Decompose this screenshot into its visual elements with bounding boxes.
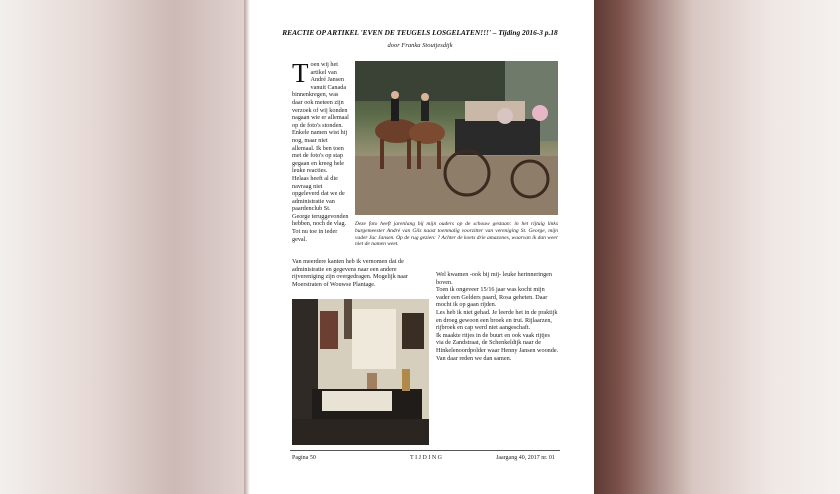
drop-cap: T (292, 58, 309, 88)
column-left (292, 58, 350, 243)
photo-caption: Deze foto heeft jarenlang bij mijn ouders op de schouw gestaan: in het rijtuig links burgemeester André van Gils naast toenmalig voorzitter van vereniging St. George, mijn vader Jac Jansen. Op de rug gezien: ? Achter de koets drie amazones, waarvan ik dan weer niet de namen weet. (355, 221, 558, 248)
paragraph: Helaas heeft al die navraag niet opgeleverd dat we de administratie van paardenclub St. George teruggevonden hebben, noch de vlag. Tot nu toe in ieder geval. (292, 174, 349, 243)
magazine-name: TIJDING (410, 455, 444, 461)
paragraph: Wel kwamen -ook bij mij- leuke herinneringen boven. (436, 271, 552, 286)
paragraph: Van meerdere kanten heb ik vernomen dat de administratie en gegevens naar een andere rijvereniging zijn overgedragen. Mogelijk naar Moerstraten of Wouwse Plantage. (292, 258, 408, 288)
paragraph: Les heb ik niet gehad. Je leerde het in de praktijk en droeg gewoon een broek en trui. Rijlaarzen, rijbroek en cap werd niet aangeschaft. (436, 308, 558, 332)
background-left (0, 0, 248, 494)
column-right (436, 271, 559, 362)
footer-divider (290, 450, 560, 451)
issue-info: Jaargang 40, 2017 nr. 01 (496, 455, 555, 461)
paragraph: oen wij het artikel van André Jansen vanuit Canada binnenkregen, was daar ook meteen zijn verzoek of wij konden nagaan wie er allemaal op de foto's stonden. (292, 61, 349, 129)
paragraph: Toen ik ongeveer 15/16 jaar was kocht mijn vader een Gelders paard, Rosa geheten. Daar mocht ik op gaan rijden. (436, 286, 548, 309)
carriage-photo (355, 61, 558, 215)
paragraph: Enkele namen wist hij nog, maar niet allemaal. Ik ben toen met de foto's op stap gegaan en kreeg hele leuke reacties. (292, 129, 348, 175)
paragraph: Ik maakte ritjes in de buurt en ook vaak rijtjes via de Zandstraat, de Schenkeldijk naar de Hinkelenoordpolder waar Henny Jansen woonde. Van daar reden we dan samen. (436, 331, 559, 362)
interior-photo (292, 299, 429, 445)
page-spine-shadow (244, 0, 250, 494)
article-author: door Franka Stoutjesdijk (387, 42, 453, 49)
carriage-photo-illustration (355, 61, 558, 215)
background-right (594, 0, 840, 494)
article-title: REACTIE OP ARTIKEL 'EVEN DE TEUGELS LOSGELATEN!!!' – Tijding 2016-3 p.18 (282, 28, 558, 37)
column-middle (292, 258, 428, 288)
interior-photo-illustration (292, 299, 429, 445)
page-number: Pagina 50 (292, 455, 316, 461)
